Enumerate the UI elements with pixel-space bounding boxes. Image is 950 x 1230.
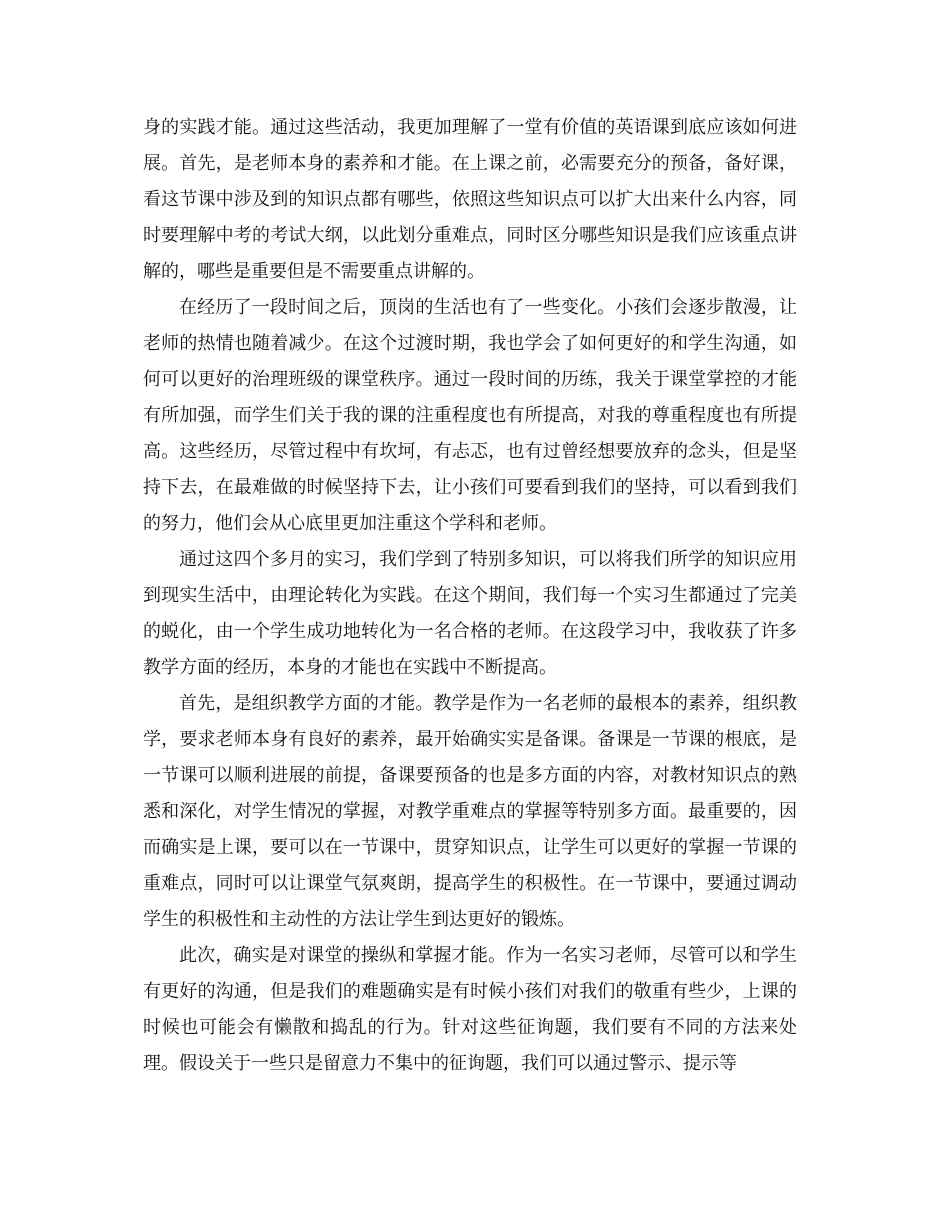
paragraph-5: 此次，确实是对课堂的操纵和掌握才能。作为一名实习老师，尽管可以和学生有更好的沟通，但是我们的难题确实是有时候小孩们对我们的敬重有些少，上课的时候也可能会有懒散和捣乱的行为。针对这些征询题，我们要有不同的方法来处理。假设关于一些只是留意力不集中的征询题，我们可以通过警示、提示等 — [143, 945, 797, 1074]
paragraph-4: 首先，是组织教学方面的才能。教学是作为一名老师的最根本的素养，组织教学，要求老师本身有良好的素养，最开始确实实是备课。备课是一节课的根底，是一节课可以顺利进展的前提，备课要预备的也是多方面的内容，对教材知识点的熟悉和深化，对学生情况的掌握，对教学重难点的掌握等特别多方面。最重要的，因而确实是上课，要可以在一节课中，贯穿知识点，让学生可以更好的掌握一节课的重难点，同时可以让课堂气氛爽朗，提高学生的积极性。在一节课中，要通过调动学生的积极性和主动性的方法让学生到达更好的锻炼。 — [143, 693, 797, 930]
document-body — [143, 110, 797, 1082]
paragraph-2: 在经历了一段时间之后，顶岗的生活也有了一些变化。小孩们会逐步散漫，让老师的热情也随着减少。在这个过渡时期，我也学会了如何更好的和学生沟通，如何可以更好的治理班级的课堂秩序。通过一段时间的历练，我关于课堂掌控的才能有所加强，而学生们关于我的课的注重程度也有所提高，对我的尊重程度也有所提高。这些经历，尽管过程中有坎坷，有忐忑，也有过曾经想要放弃的念头，但是坚持下去，在最难做的时候坚持下去，让小孩们可要看到我们的坚持，可以看到我们的努力，他们会从心底里更加注重这个学科和老师。 — [143, 297, 797, 534]
paragraph-3: 通过这四个多月的实习，我们学到了特别多知识，可以将我们所学的知识应用到现实生活中，由理论转化为实践。在这个期间，我们每一个实习生都通过了完美的蜕化，由一个学生成功地转化为一名合格的老师。在这段学习中，我收获了许多教学方面的经历，本身的才能也在实践中不断提高。 — [143, 549, 797, 678]
paragraph-1: 身的实践才能。通过这些活动，我更加理解了一堂有价值的英语课到底应该如何进展。首先，是老师本身的素养和才能。在上课之前，必需要充分的预备，备好课，看这节课中涉及到的知识点都有哪些，依照这些知识点可以扩大出来什么内容，同时要理解中考的考试大纲，以此划分重难点，同时区分哪些知识是我们应该重点讲解的，哪些是重要但是不需要重点讲解的。 — [143, 117, 797, 282]
